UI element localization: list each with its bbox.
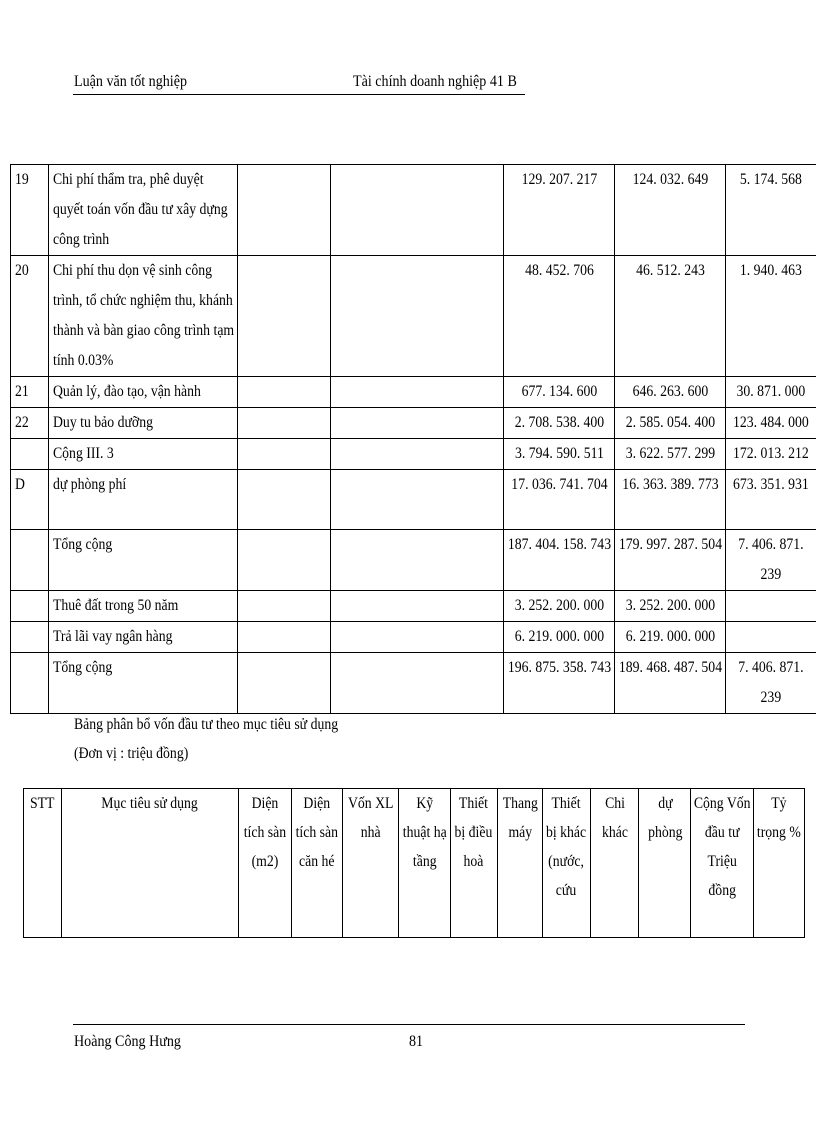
footer-author: Hoàng Công Hưng: [74, 1033, 181, 1050]
empty-cell: [238, 530, 331, 591]
row-number: [11, 530, 49, 591]
equity-value: 3. 252. 200. 000: [615, 591, 726, 622]
total-value: 6. 219. 000. 000: [504, 622, 615, 653]
total-value: 677. 134. 600: [504, 377, 615, 408]
row-description: Trả lãi vay ngân hàng: [49, 622, 238, 653]
row-number: [11, 591, 49, 622]
allocation-header-row: [24, 789, 805, 938]
header-left: Luận văn tốt nghiệp: [74, 73, 188, 90]
table-row: [11, 408, 816, 439]
row-description: Tổng cộng: [49, 653, 238, 714]
row-number: D: [11, 470, 49, 530]
vat-value: 1. 940. 463: [726, 256, 816, 377]
equity-value: 179. 997. 287. 504: [615, 530, 726, 591]
vat-value: 5. 174. 568: [726, 165, 816, 256]
equity-value: 3. 622. 577. 299: [615, 439, 726, 470]
row-number: 22: [11, 408, 49, 439]
row-number: 20: [11, 256, 49, 377]
table-row: [11, 591, 816, 622]
equity-value: 124. 032. 649: [615, 165, 726, 256]
column-header: Thiết bị điều hoà: [450, 789, 497, 938]
column-header: Diện tích sàn căn hé: [292, 789, 343, 938]
table-row: [11, 165, 816, 256]
equity-value: 6. 219. 000. 000: [615, 622, 726, 653]
vat-value: 30. 871. 000: [726, 377, 816, 408]
column-header: Vốn XL nhà: [343, 789, 399, 938]
table-row: [11, 256, 816, 377]
row-description: Cộng III. 3: [49, 439, 238, 470]
header-rule: [73, 94, 525, 95]
row-description: Thuê đất trong 50 năm: [49, 591, 238, 622]
empty-cell: [331, 165, 504, 256]
table-row: [11, 377, 816, 408]
total-value: 48. 452. 706: [504, 256, 615, 377]
row-number: [11, 439, 49, 470]
empty-cell: [331, 530, 504, 591]
column-header: Chi khác: [591, 789, 639, 938]
empty-cell: [331, 439, 504, 470]
row-number: [11, 653, 49, 714]
table-row: [11, 530, 816, 591]
table-unit: (Đơn vị : triệu đồng): [74, 745, 189, 762]
empty-cell: [331, 256, 504, 377]
column-header: Thiết bị khác (nước, cứu: [542, 789, 590, 938]
equity-value: 46. 512. 243: [615, 256, 726, 377]
empty-cell: [331, 377, 504, 408]
empty-cell: [238, 439, 331, 470]
row-number: 21: [11, 377, 49, 408]
empty-cell: [331, 591, 504, 622]
empty-cell: [238, 622, 331, 653]
page-number: 81: [409, 1033, 424, 1050]
table-row: [11, 622, 816, 653]
row-description: Chi phí thẩm tra, phê duyệt quyết toán vốn đầu tư xây dựng công trình: [49, 165, 238, 256]
total-value: 3. 794. 590. 511: [504, 439, 615, 470]
column-header: Diện tích sàn (m2): [238, 789, 291, 938]
empty-cell: [331, 470, 504, 530]
total-value: 196. 875. 358. 743: [504, 653, 615, 714]
column-header: dự phòng: [639, 789, 691, 938]
row-description: Chi phí thu dọn vệ sinh công trình, tổ chức nghiệm thu, khánh thành và bàn giao công trình tạm tính 0.03%: [49, 256, 238, 377]
allocation-table: [23, 788, 805, 938]
column-header: Thang máy: [497, 789, 542, 938]
empty-cell: [238, 256, 331, 377]
column-header: Cộng Vốn đầu tư Triệu đồng: [691, 789, 753, 938]
equity-value: 646. 263. 600: [615, 377, 726, 408]
empty-cell: [238, 653, 331, 714]
total-value: 129. 207. 217: [504, 165, 615, 256]
vat-value: 123. 484. 000: [726, 408, 816, 439]
row-description: Duy tu bảo dưỡng: [49, 408, 238, 439]
table-caption: Bảng phân bổ vốn đầu tư theo mục tiêu sử dụng: [74, 716, 339, 733]
empty-cell: [331, 622, 504, 653]
footer-rule: [73, 1024, 745, 1025]
vat-value: [726, 591, 816, 622]
header-right: Tài chính doanh nghiệp 41 B: [353, 73, 517, 90]
total-value: 17. 036. 741. 704: [504, 470, 615, 530]
equity-value: 189. 468. 487. 504: [615, 653, 726, 714]
cost-table: [10, 164, 816, 714]
empty-cell: [238, 470, 331, 530]
vat-value: 7. 406. 871. 239: [726, 653, 816, 714]
vat-value: 172. 013. 212: [726, 439, 816, 470]
empty-cell: [331, 653, 504, 714]
total-value: 2. 708. 538. 400: [504, 408, 615, 439]
table-row: [11, 439, 816, 470]
column-header: Mục tiêu sử dụng: [62, 789, 239, 938]
row-description: dự phòng phí: [49, 470, 238, 530]
empty-cell: [238, 377, 331, 408]
total-value: 187. 404. 158. 743: [504, 530, 615, 591]
column-header: STT: [24, 789, 62, 938]
total-value: 3. 252. 200. 000: [504, 591, 615, 622]
table-row: [11, 470, 816, 530]
row-number: 19: [11, 165, 49, 256]
row-description: Tổng cộng: [49, 530, 238, 591]
vat-value: [726, 622, 816, 653]
vat-value: 673. 351. 931: [726, 470, 816, 530]
row-description: Quản lý, đào tạo, vận hành: [49, 377, 238, 408]
table-row: [11, 653, 816, 714]
empty-cell: [238, 408, 331, 439]
equity-value: 16. 363. 389. 773: [615, 470, 726, 530]
empty-cell: [331, 408, 504, 439]
equity-value: 2. 585. 054. 400: [615, 408, 726, 439]
vat-value: 7. 406. 871. 239: [726, 530, 816, 591]
column-header: Kỹ thuật hạ tầng: [399, 789, 450, 938]
empty-cell: [238, 165, 331, 256]
column-header: Tỷ trọng %: [753, 789, 804, 938]
empty-cell: [238, 591, 331, 622]
row-number: [11, 622, 49, 653]
